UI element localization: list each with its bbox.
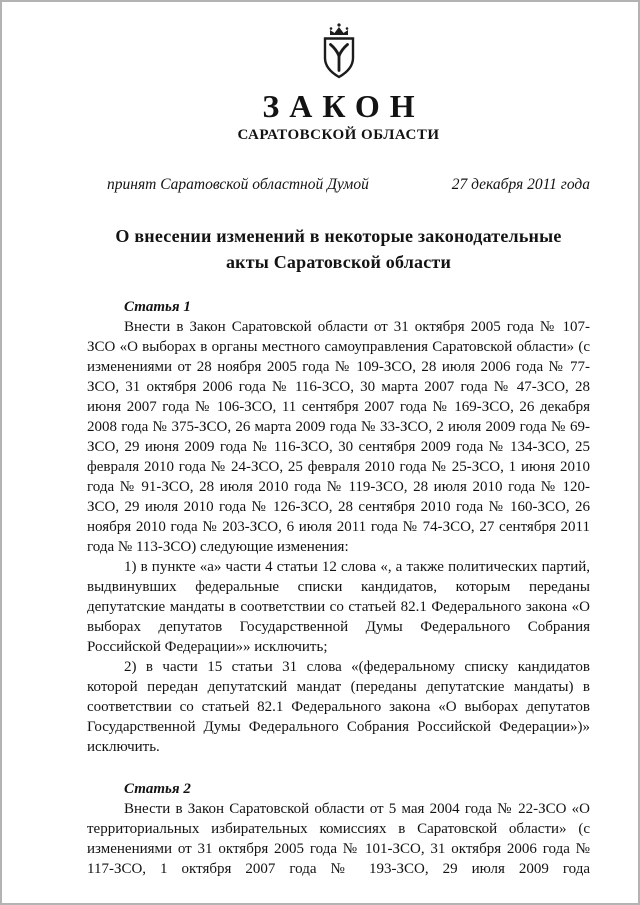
document-header	[87, 22, 590, 145]
article-1-paragraph-1: Внести в Закон Саратовской области от 31 октября 2005 года № 107-ЗСО «О выборах в органы местного самоуправления Саратовской области» (с изменениями от 28 ноября 2005 года № 109-ЗСО, 28 июля 2006 года № 77-ЗСО, 31 октября 2006 года № 116-ЗСО, 30 марта 2007 года № 47-ЗСО, 28 июня 2007 года № 106-ЗСО, 11 сентября 2007 года № 169-ЗСО, 26 декабря 2008 года № 375-ЗСО, 26 марта 2009 года № 33-ЗСО, 2 июля 2009 года № 69-ЗСО, 29 июня 2009 года № 116-ЗСО, 30 сентября 2009 года № 134-ЗСО, 25 февраля 2010 года № 24-ЗСО, 25 февраля 2010 года № 25-ЗСО, 1 июня 2010 года № 91-ЗСО, 28 июля 2010 года № 119-ЗСО, 28 июля 2010 года № 120-ЗСО, 29 июля 2010 года № 126-ЗСО, 28 сентября 2010 года № 160-ЗСО, 26 ноября 2010 года № 203-ЗСО, 6 июля 2011 года № 74-ЗСО, 27 сентября 2011 года № 113-ЗСО) следующие изменения:	[87, 319, 590, 555]
region-subtitle: САРАТОВСКОЙ ОБЛАСТИ	[237, 127, 440, 143]
article-2-heading: Статья 2	[124, 781, 191, 797]
article-1	[87, 297, 590, 757]
article-2-paragraph-1: Внести в Закон Саратовской области от 5 мая 2004 года № 22-ЗСО «О территориальных избирательных комиссиях в Саратовской области» (с изменениями от 31 октября 2005 года № 101-ЗСО, 31 октября 2006 года № 117-ЗСО, 1 октября 2007 года № 193-ЗСО, 29 июля 2009 года	[87, 801, 590, 877]
article-1-paragraph-3: 2) в части 15 статьи 31 слова «(федеральному списку кандидатов которой передан депутатский мандат (переданы депутатские мандаты) в соответствии со статьей 82.1 Федерального закона «О выборах депутатов Государственной Думы Федерального Собрания Российской Федерации»)» исключить.	[87, 659, 590, 755]
adopted-by-text: принят Саратовской областной Думой	[107, 176, 369, 193]
adoption-line	[87, 175, 590, 195]
article-1-heading: Статья 1	[124, 299, 191, 315]
article-1-paragraph-2: 1) в пункте «а» части 4 статьи 12 слова «, а также политических партий, выдвинувших федеральные списки кандидатов, которым переданы депутатские мандаты в соответствии со статьей 82.1 Федерального закона «О выборах депутатов Государственной Думы Федерального Собрания Российской Федерации»» исключить;	[87, 559, 590, 655]
coat-of-arms-icon	[316, 22, 362, 80]
document-title: О внесении изменений в некоторые законодательные акты Саратовской области	[115, 226, 562, 272]
article-2	[87, 779, 590, 879]
adoption-date: 27 декабря 2011 года	[451, 176, 590, 193]
law-title: ЗАКОН	[262, 88, 425, 124]
